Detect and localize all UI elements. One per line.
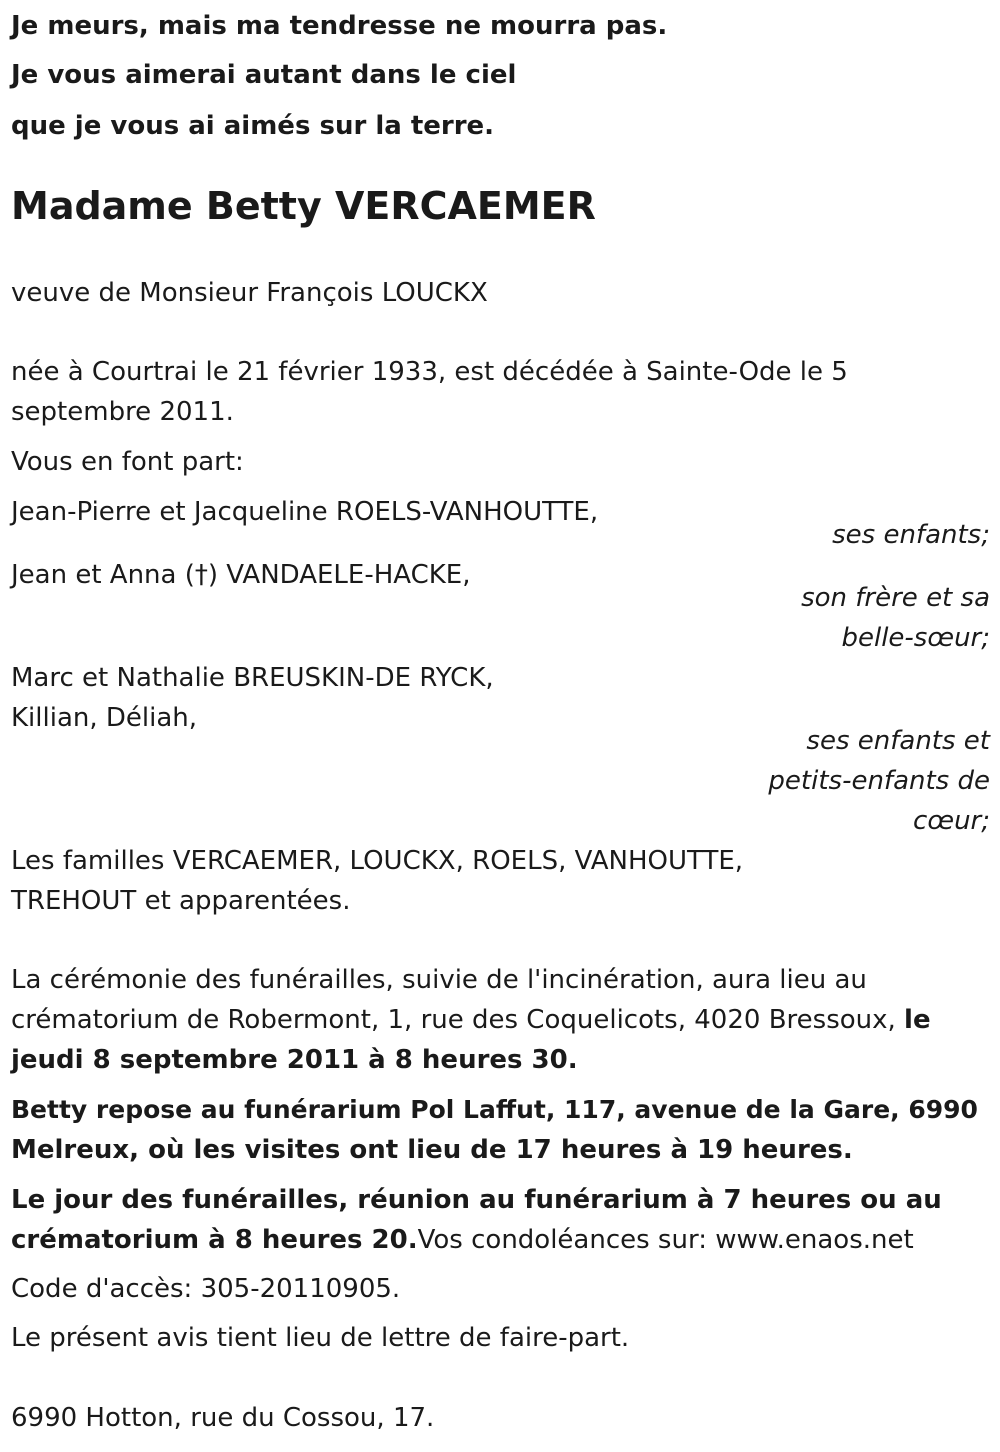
announce-intro: Vous en font part:	[11, 447, 244, 477]
family-group-1-relation: ses enfants;	[832, 520, 990, 550]
funeral-day-line-2-bold: crématorium à 8 heures 20.	[11, 1225, 418, 1255]
quote-line-1: Je meurs, mais ma tendresse ne mourra pas.	[11, 11, 668, 41]
quote-line-2: Je vous aimerai autant dans le ciel	[11, 60, 517, 90]
deceased-name: Madame Betty VERCAEMER	[11, 184, 596, 228]
funeral-day-line-1: Le jour des funérailles, réunion au funérarium à 7 heures ou au	[11, 1185, 942, 1215]
family-group-2-relation-2: belle-sœur;	[841, 623, 990, 653]
widow-of: veuve de Monsieur François LOUCKX	[11, 278, 488, 308]
family-group-2-relation-1: son frère et sa	[801, 583, 990, 613]
birth-death-line-1: née à Courtrai le 21 février 1933, est décédée à Sainte-Ode le 5	[11, 357, 848, 387]
access-code: Code d'accès: 305-20110905.	[11, 1274, 401, 1304]
reposes-line-2: Melreux, où les visites ont lieu de 17 heures à 19 heures.	[11, 1135, 853, 1165]
reposes-line-1: Betty repose au funérarium Pol Laffut, 117, avenue de la Gare, 6990	[11, 1095, 978, 1124]
address: 6990 Hotton, rue du Cossou, 17.	[11, 1403, 435, 1433]
notice: Le présent avis tient lieu de lettre de faire-part.	[11, 1323, 630, 1353]
condolences-text: Vos condoléances sur: www.enaos.net	[417, 1225, 914, 1255]
families-line-1: Les familles VERCAEMER, LOUCKX, ROELS, VANHOUTTE,	[11, 846, 744, 876]
family-group-1-names: Jean-Pierre et Jacqueline ROELS-VANHOUTTE,	[11, 497, 599, 527]
ceremony-line-2-bold: le	[904, 1005, 931, 1035]
ceremony-line-2-normal: crématorium de Robermont, 1, rue des Coquelicots, 4020 Bressoux,	[11, 1005, 905, 1035]
family-group-3-relation-3: cœur;	[913, 806, 990, 836]
families-line-2: TREHOUT et apparentées.	[11, 886, 351, 916]
ceremony-date: jeudi 8 septembre 2011 à 8 heures 30.	[11, 1045, 578, 1075]
family-group-3-names-2: Killian, Déliah,	[11, 703, 198, 733]
ceremony-line-2	[11, 1000, 931, 1040]
funeral-day-line-2	[11, 1220, 914, 1260]
ceremony-line-1: La cérémonie des funérailles, suivie de l'incinération, aura lieu au	[11, 965, 867, 995]
family-group-3-relation-1: ses enfants et	[806, 726, 990, 756]
family-group-3-relation-2: petits-enfants de	[768, 766, 990, 796]
family-group-2-names: Jean et Anna (†) VANDAELE-HACKE,	[11, 560, 471, 590]
quote-line-3: que je vous ai aimés sur la terre.	[11, 111, 495, 141]
family-group-3-names-1: Marc et Nathalie BREUSKIN-DE RYCK,	[11, 663, 494, 693]
birth-death-line-2: septembre 2011.	[11, 397, 234, 427]
